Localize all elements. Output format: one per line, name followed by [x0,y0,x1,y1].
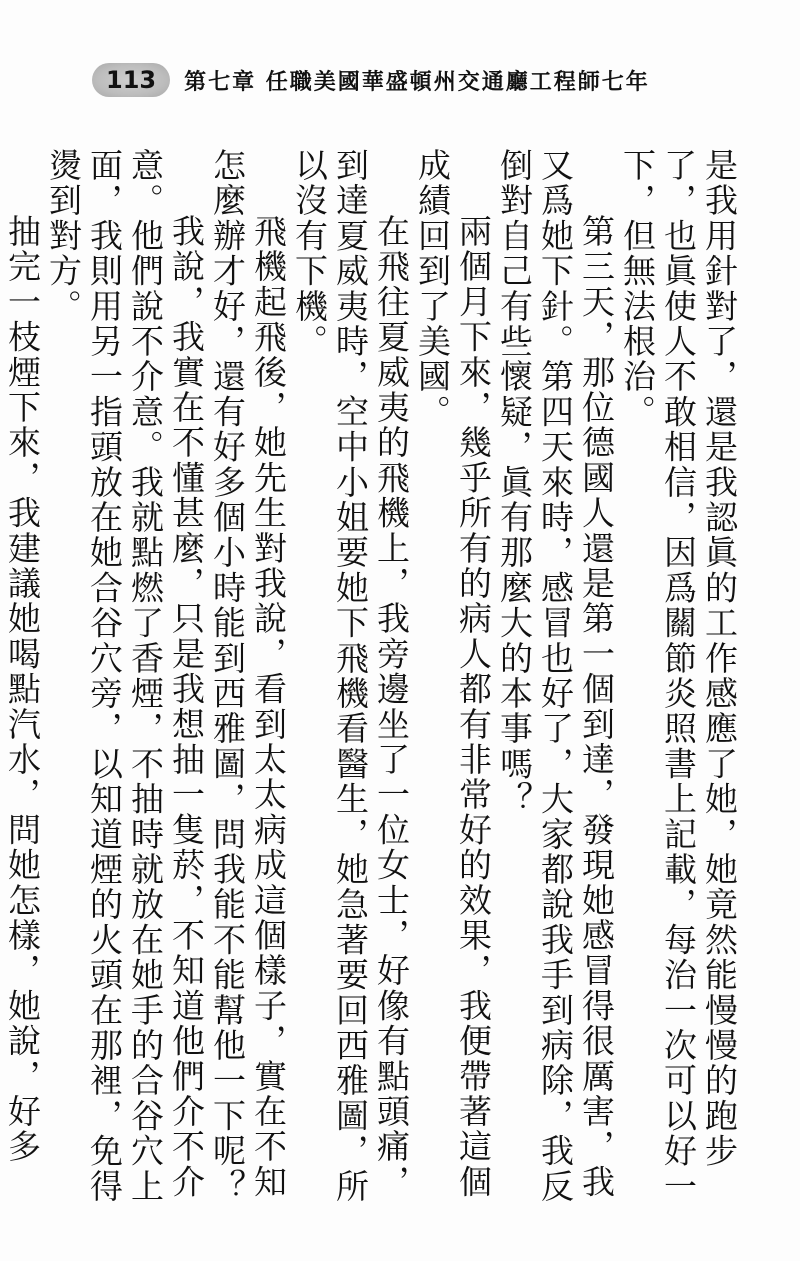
chapter-title: 第七章 任職美國華盛頓州交通廳工程師七年 [184,69,650,95]
vertical-body-text [0,148,740,1228]
paragraph: 在飛往夏威夷的飛機上，我旁邊坐了一位女士，好像有點頭痛，到達夏威夷時，空中小姐要她下飛機看醫生，她急著要回西雅圖，所以沒有下機。 [290,148,411,1204]
paragraph: 飛機起飛後，她先生對我說，看到太太病成這個樣子，實在不知怎麼辦才好，還有好多個小時能到西雅圖，問我能不能幫他一下呢？ [208,148,288,1204]
paragraph: 第三天，那位德國人還是第一個到達，發現她感冒得很厲害，我又爲她下針。第四天來時，感冒也好了，大家都說我手到病除，我反倒對自己有些懷疑，眞有那麼大的本事嗎？ [495,148,616,1204]
paragraph: 是我用針對了，還是我認眞的工作感應了她，她竟然能慢慢的跑步了，也眞使人不敢相信，因爲關節炎照書上記載，每治一次可以好一下，但無法根治。 [618,148,739,1204]
paragraph: 抽完一枝煙下來，我建議她喝點汽水，問她怎樣，她說，好多 [3,214,42,1165]
page-number: 113 [92,63,170,97]
running-header [92,60,732,100]
paragraph: 我說，我實在不懂甚麼，只是我想抽一隻菸，不知道他們介不介意。他們說不介意。我就點燃了香煙，不抽時就放在她手的合谷穴上面，我則用另一指頭放在她合谷穴旁，以知道煙的火頭在那裡，免得燙到對方。 [44,148,206,1204]
paragraph: 兩個月下來，幾乎所有的病人都有非常好的效果，我便帶著這個成績回到了美國。 [413,148,493,1200]
